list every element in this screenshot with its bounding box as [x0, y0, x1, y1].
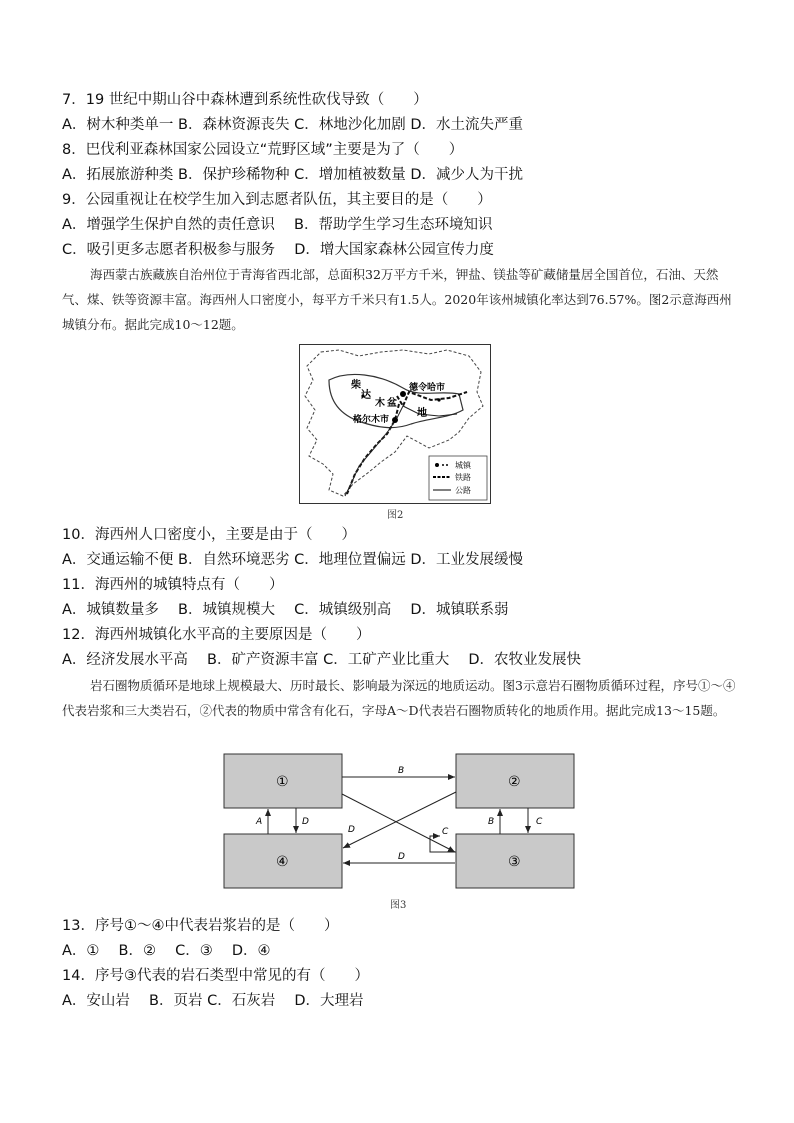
legend-railway: 铁路 [455, 473, 471, 482]
q10-options: A．交通运输不便 B．自然环境恶劣 C．地理位置偏远 D．工业发展缓慢 [62, 552, 523, 568]
q10-stem: 10．海西州人口密度小，主要是由于（ ） [62, 527, 356, 543]
arrow-cross-1 [342, 794, 455, 852]
q13-options: A．① B．② C．③ D．④ [62, 943, 271, 959]
arrow-cross-c-label: C [442, 827, 449, 837]
label-chai: 柴 [351, 380, 361, 391]
q11-options: A．城镇数量多 B．城镇规模大 C．城镇级别高 D．城镇联系弱 [62, 602, 509, 618]
arrow-cross-2 [343, 792, 456, 848]
label-delingha: 德令哈市 [409, 383, 446, 393]
q8-stem: 8．巴伐利亚森林国家公园设立“荒野区域”主要是为了（ ） [62, 142, 464, 158]
passage-haixi-text: 海西蒙古族藏族自治州位于青海省西北部，总面积32万平方千米，钾盐、镁盐等矿藏储量居全国首位，石油、天然气、煤、铁等资源丰富。海西州人口密度小，每平方千米只有1.5人。2020年该州城镇化率达到76.57%。图2示意海西州城镇分布。据此完成10～12题。 [62, 267, 732, 332]
box-2-label: ② [508, 774, 521, 790]
arrow-mid-b-label: B [488, 817, 495, 827]
arrow-right-c-label: C [536, 817, 543, 827]
figure3-caption: 图3 [390, 900, 407, 911]
q9-stem: 9．公园重视让在校学生加入到志愿者队伍，其主要目的是（ ） [62, 192, 492, 208]
box-3-label: ③ [508, 854, 521, 870]
arrow-self-c [430, 836, 456, 852]
q14-options: A．安山岩 B．页岩 C．石灰岩 D．大理岩 [62, 993, 364, 1009]
arrow-left-a-label: A [256, 817, 263, 827]
box-4-label: ④ [276, 854, 289, 870]
label-pen: 盆 [387, 398, 397, 409]
passage-rock-text: 岩石圈物质循环是地球上规模最大、历时最长、影响最为深远的地质运动。图3示意岩石圈物质循环过程，序号①～④代表岩浆和三大类岩石，②代表的物质中常含有化石，字母A～D代表岩石圈物质转化的地质作用。据此完成13～15题。 [62, 678, 736, 718]
figure2-caption: 图2 [387, 510, 404, 521]
q9-options-line2: C．吸引更多志愿者积极参与服务 D．增大国家森林公园宣传力度 [62, 242, 494, 258]
q14-stem: 14．序号③代表的岩石类型中常见的有（ ） [62, 968, 369, 984]
arrow-cross-d-label: D [348, 825, 355, 835]
town-marker-delingha [400, 391, 406, 397]
arrow-left-d-label: D [302, 817, 309, 827]
q9-options-line1: A．增强学生保护自然的责任意识 B．帮助学生学习生态环境知识 [62, 217, 493, 233]
label-di: 地 [417, 408, 427, 419]
q13-stem: 13．序号①～④中代表岩浆岩的是（ ） [62, 918, 339, 934]
q12-options: A．经济发展水平高 B．矿产资源丰富 C．工矿产业比重大 D．农牧业发展快 [62, 652, 581, 668]
figure3-diagram [222, 752, 610, 890]
q8-options: A．拓展旅游种类 B．保护珍稀物种 C．增加植被数量 D．减少人为干扰 [62, 167, 523, 183]
passage-rock [62, 673, 742, 723]
town-marker-golmud [392, 417, 398, 423]
town-marker-small [437, 398, 440, 401]
legend [429, 456, 487, 500]
legend-town: 城镇 [455, 461, 471, 470]
arrow-bottom-d-label: D [398, 852, 405, 862]
q7-stem: 7．19 世纪中期山谷中森林遭到系统性砍伐导致（ ） [62, 92, 428, 108]
legend-road: 公路 [455, 486, 471, 495]
q12-stem: 12．海西州城镇化水平高的主要原因是（ ） [62, 627, 371, 643]
label-mu: 木 [375, 398, 385, 409]
arrow-top-b-label: B [398, 766, 405, 776]
q11-stem: 11．海西州的城镇特点有（ ） [62, 577, 284, 593]
label-golmud: 格尔木市 [353, 415, 390, 425]
q7-options: A．树木种类单一 B．森林资源丧失 C．林地沙化加剧 D．水土流失严重 [62, 117, 523, 133]
box-1-label: ① [276, 774, 289, 790]
figure2-map [299, 344, 491, 504]
label-da: 达 [361, 390, 371, 401]
passage-haixi [62, 262, 742, 337]
